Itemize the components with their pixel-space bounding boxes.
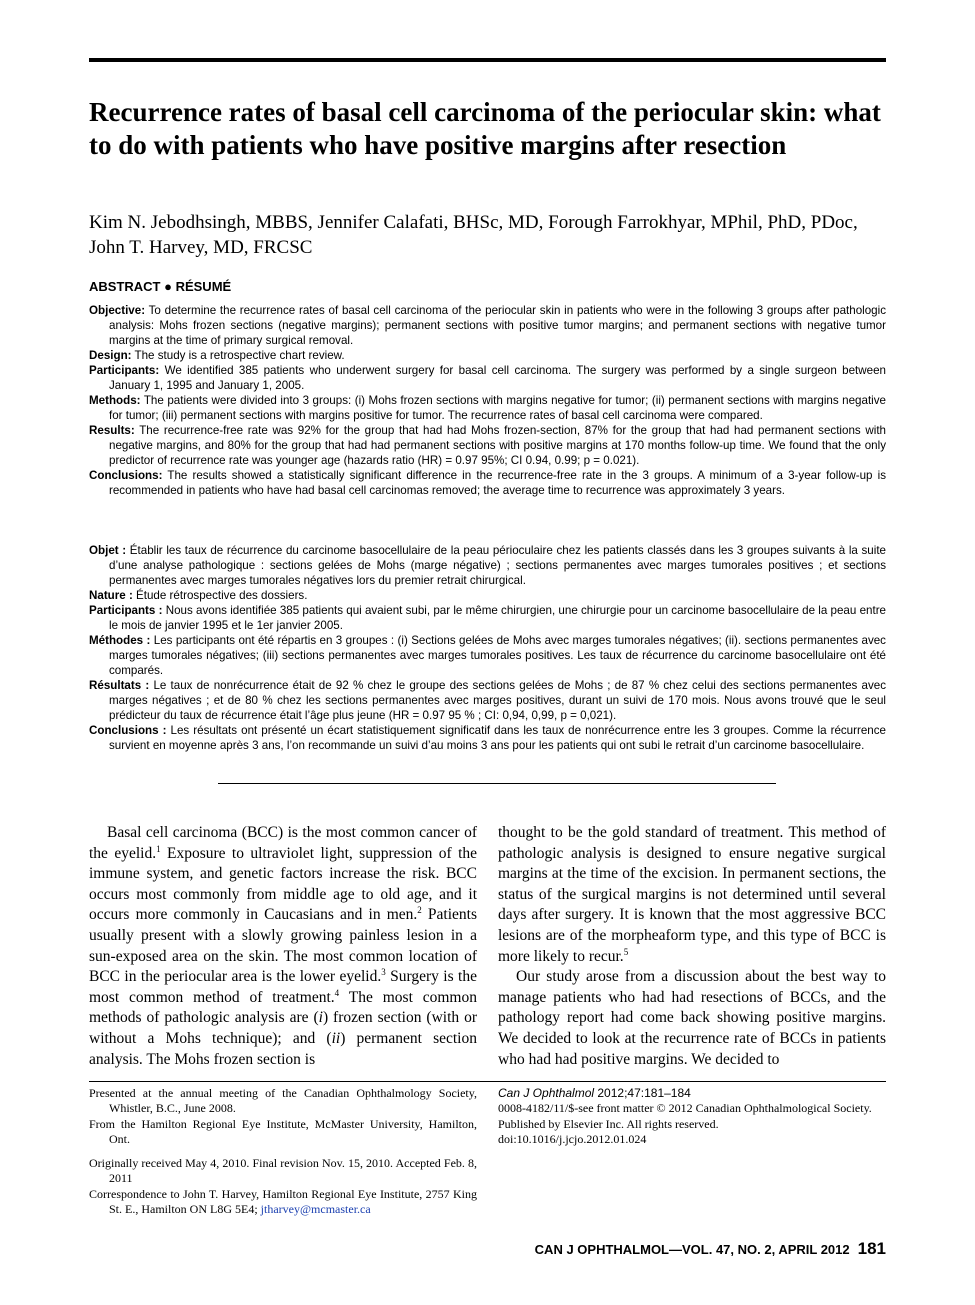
article-title: Recurrence rates of basal cell carcinoma of the periocular skin: what to do with patients who have positive margins after resection <box>89 97 881 160</box>
citation-ref[interactable]: 4 <box>334 987 340 998</box>
citation-ref[interactable]: 1 <box>156 843 161 854</box>
abstract-french <box>89 543 886 753</box>
abstract-results: Results: The recurrence-free rate was 92% for the group that had had Mohs frozen-section, 87% for the group that had had permanent sections with negative margins, and 80% for the group that had had permanent sections with positive margins at 170 months follow-up time. We found that the only predictor of recurrence rate was younger age (hazards ratio (HR) = 0.97 95%; CI 0.94, 0.99; p = 0.021). <box>89 424 886 467</box>
presented-note: Presented at the annual meeting of the Canadian Ophthalmology Society, Whistler, B.C., June 2008. <box>89 1086 477 1116</box>
page-number: 181 <box>857 1239 886 1258</box>
resume-resultats: Résultats : Le taux de nonrécurrence était de 92 % chez le groupe des sections gelées de Mohs ; de 87 % chez celui des sections permanentes avec marges négatives ; et de 80 % chez les sections permanentes avec marges positives, durant un suivi de 170 mois. Nous avons trouvé que le seul prédicteur du taux de récurrence était l’âge plus jeune (HR = 0.97 95 % ; CI: 0,94, 0,99, p = 0,021). <box>89 679 886 722</box>
resume-conclusions: Conclusions : Les résultats ont présenté un écart statistiquement significatif dans les taux de nonrécurrence entre les 3 groupes. Comme la récurrence survient en moyenne après 3 ans, l’on recommande un suivi d’au moins 3 ans pour les patients qui ont subi le retrait d’un carcinome basocellulaire. <box>89 724 886 752</box>
abstract-divider <box>218 783 776 784</box>
resume-methodes: Méthodes : Les participants ont été répartis en 3 groupes : (i) Sections gelées de Mohs avec marges tumorales négatives; (ii). sections permanentes avec marges tumorales négatives; (iii) sections permanentes avec marges tumorales positives. Les taux de récurrence du carcinome basocellulaire ont été comparés. <box>89 634 886 677</box>
citation-info <box>498 1086 886 1147</box>
body-paragraph: Our study arose from a discussion about the best way to manage patients who had had resections of BCCs, and the pathology report had come back showing positive margins. We decided to look at the recurrence rate of BCCs in patients who had had positive margins. We decided to <box>498 968 886 1068</box>
email-link[interactable]: jtharvey@mcmaster.ca <box>260 1202 371 1217</box>
footnotes <box>89 1086 477 1217</box>
body-column-left <box>89 823 477 1070</box>
doi[interactable]: doi:10.1016/j.jcjo.2012.01.024 <box>498 1131 647 1146</box>
resume-nature: Nature : Étude rétrospective des dossiers. <box>89 589 308 602</box>
journal-issue: CAN J OPHTHALMOL—VOL. 47, NO. 2, APRIL 2012 <box>534 1242 850 1257</box>
running-footer <box>535 1239 886 1259</box>
citation-ref[interactable]: 3 <box>381 967 386 978</box>
citation-ref[interactable]: 5 <box>623 946 629 957</box>
body-paragraph: thought to be the gold standard of treatment. This method of pathologic analysis is designed to ensure negative surgical margins at the time of the excision. In permanent sections, the status of the surgical margins is not determined until several days after surgery. It is known that the most aggressive BCC lesions are of the morpheaform type, and this type of BCC is more likely to recur.$^5$ <box>498 824 886 965</box>
citation-ref[interactable]: 2 <box>417 905 422 916</box>
abstract-design: Design: The study is a retrospective chart review. <box>89 349 345 362</box>
institution-note: From the Hamilton Regional Eye Institute, McMaster University, Hamilton, Ont. <box>89 1116 477 1146</box>
abstract-objective: Objective: To determine the recurrence rates of basal cell carcinoma of the periocular skin in patients who were in the following 3 groups after pathologic analysis: Mohs frozen sections (negative margins); permanent sections with positive tumor margins; and permanent sections with negative tumor margins at the time of primary surgical removal. <box>89 304 886 347</box>
received-note: Originally received May 4, 2010. Final revision Nov. 15, 2010. Accepted Feb. 8, 2011 <box>89 1156 477 1186</box>
resume-participants: Participants : Nous avons identifiée 385 patients qui avaient subi, par le même chirurgien, une chirurgie pour un carcinome basocellulaire de la peau entre le mois de janvier 1995 et le 1er janvier 2005. <box>89 604 886 632</box>
abstract-conclusions: Conclusions: The results showed a statistically significant difference in the recurrence-free rate in the 3 groups. A minimum of a 3-year follow-up is recommended in patients who have had basal cell carcinomas removed; the average time to recurrence was approximately 3 years. <box>89 469 886 497</box>
correspondence-note: Correspondence to John T. Harvey, Hamilton Regional Eye Institute, 2757 King St. E., Hamilton ON L8G 5E4; jtharvey@mcmaster.ca <box>89 1186 477 1217</box>
issn-copyright: 0008-4182/11/$-see front matter © 2012 Canadian Ophthalmological Society. Published by Elsevier Inc. All rights reserved. <box>498 1101 872 1131</box>
abstract-english <box>89 303 886 498</box>
abstract-methods: Methods: The patients were divided into 3 groups: (i) Mohs frozen sections with margins negative for tumor; (ii) permanent sections with margins negative for tumor; (iii) permanent sections with margins positive for tumor. The recurrence rates of basal cell carcinoma were compared. <box>89 394 886 422</box>
top-rule <box>89 58 886 62</box>
author-list: Kim N. Jebodhsingh, MBBS, Jennifer Calafati, BHSc, MD, Forough Farrokhyar, MPhil, PhD, PDoc, John T. Harvey, MD, FRCSC <box>89 212 858 258</box>
abstract-participants: Participants: We identified 385 patients who underwent surgery for basal cell carcinoma. The surgery was performed by a single surgeon between January 1, 1995 and January 1, 2005. <box>89 364 886 392</box>
body-column-right <box>498 823 886 1070</box>
abstract-heading: ABSTRACT ● RÉSUMÉ <box>89 279 232 294</box>
footnote-divider <box>89 1081 886 1082</box>
resume-objet: Objet : Établir les taux de récurrence du carcinome basocellulaire de la peau périoculaire chez les patients classés dans les 3 groupes suivants à la suite d’une analyse pathologique : sections gelées de Mohs (marge négative) ; sections permanentes avec marges tumorales positives ; et sections permanentes avec marges tumorales négatives lors du premier retrait chirurgical. <box>89 544 886 587</box>
body-paragraph: Basal cell carcinoma (BCC) is the most common cancer of the eyelid.$^1$ Exposure to ultraviolet light, suppression of the immune system, and genetic factors increase the risk. BCC occurs most commonly from middle age to old age, and it occurs more commonly in Caucasians and in men.$^2$ Patients usually present with a slowly growing painless lesion in a sun-exposed area on the skin. The most common location of BCC in the periocular area is the lower eyelid.$^3$ Surgery is the most common method of treatment.$^4$ The most common methods of pathologic analysis are (i) frozen section (with or without a Mohs technique); and (ii) permanent section analysis. The Mohs frozen section is <box>89 824 478 1068</box>
journal-citation: Can J Ophthalmol 2012;47:181–184 <box>498 1086 691 1100</box>
